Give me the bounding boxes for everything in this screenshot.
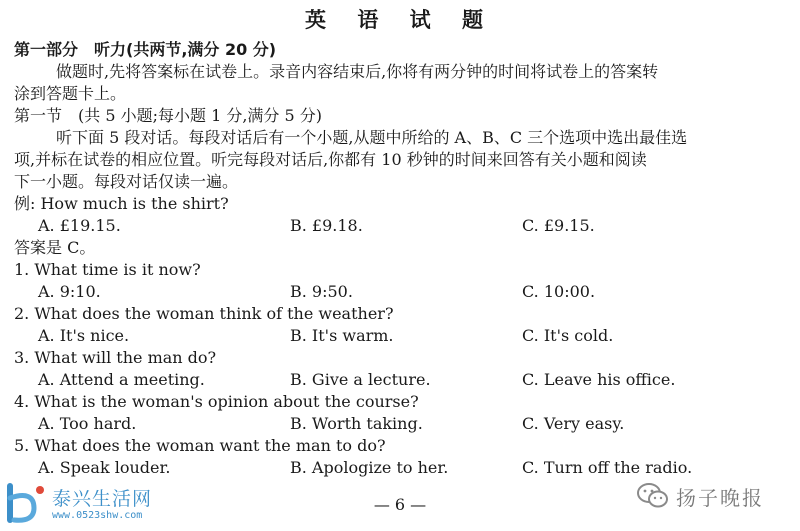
example-option-b: B. £9.18. [290, 216, 363, 235]
taixing-logo-icon [4, 480, 48, 526]
section1-heading: 第一节 (共 5 小题;每小题 1 分,满分 5 分) [14, 106, 323, 125]
question-3-option-b: B. Give a lecture. [290, 370, 431, 389]
question-5: 5. What does the woman want the man to do? [14, 436, 386, 455]
question-3-option-a: A. Attend a meeting. [38, 370, 205, 389]
watermark-yangzi [636, 478, 796, 518]
watermark-yangzi-name: 扬子晚报 [676, 486, 764, 510]
question-3: 3. What will the man do? [14, 348, 217, 367]
question-2-option-c: C. It's cold. [522, 326, 614, 345]
question-1-option-c: C. 10:00. [522, 282, 596, 301]
section1-instruction-line1: 听下面 5 段对话。每段对话后有一个小题,从题中所给的 A、B、C 三个选项中选出最佳选 [56, 128, 688, 147]
watermark-taixing-name: 泰兴生活网 [52, 488, 153, 510]
example-option-a: A. £19.15. [38, 216, 121, 235]
question-5-option-c: C. Turn off the radio. [522, 458, 693, 477]
question-2: 2. What does the woman think of the weather? [14, 304, 394, 323]
page-number: — 6 — [373, 495, 427, 514]
question-5-option-b: B. Apologize to her. [290, 458, 449, 477]
example-question: 例: How much is the shirt? [14, 194, 229, 213]
watermark-taixing [4, 478, 174, 528]
question-4: 4. What is the woman's opinion about the course? [14, 392, 419, 411]
question-4-option-b: B. Worth taking. [290, 414, 423, 433]
question-3-option-c: C. Leave his office. [522, 370, 676, 389]
part1-instruction-line1: 做题时,先将答案标在试卷上。录音内容结束后,你将有两分钟的时间将试卷上的答案转 [56, 62, 659, 81]
question-4-option-a: A. Too hard. [38, 414, 137, 433]
part1-instruction-line2: 涂到答题卡上。 [14, 84, 127, 103]
example-answer: 答案是 C。 [14, 238, 96, 257]
question-2-option-b: B. It's warm. [290, 326, 394, 345]
question-1-option-b: B. 9:50. [290, 282, 353, 301]
question-5-option-a: A. Speak louder. [38, 458, 171, 477]
part1-heading: 第一部分 听力(共两节,满分 20 分) [14, 40, 277, 59]
section1-instruction-line2: 项,并标在试卷的相应位置。听完每段对话后,你都有 10 秒钟的时间来回答有关小题和阅读 [14, 150, 647, 169]
question-1: 1. What time is it now? [14, 260, 201, 279]
watermark-taixing-url: www.0523shw.com [52, 510, 143, 521]
wechat-icon [636, 482, 670, 510]
question-4-option-c: C. Very easy. [522, 414, 625, 433]
section1-instruction-line3: 下一小题。每段对话仅读一遍。 [14, 172, 239, 191]
example-option-c: C. £9.15. [522, 216, 595, 235]
question-2-option-a: A. It's nice. [38, 326, 130, 345]
question-1-option-a: A. 9:10. [38, 282, 101, 301]
page-title: 英 语 试 题 [305, 8, 495, 32]
